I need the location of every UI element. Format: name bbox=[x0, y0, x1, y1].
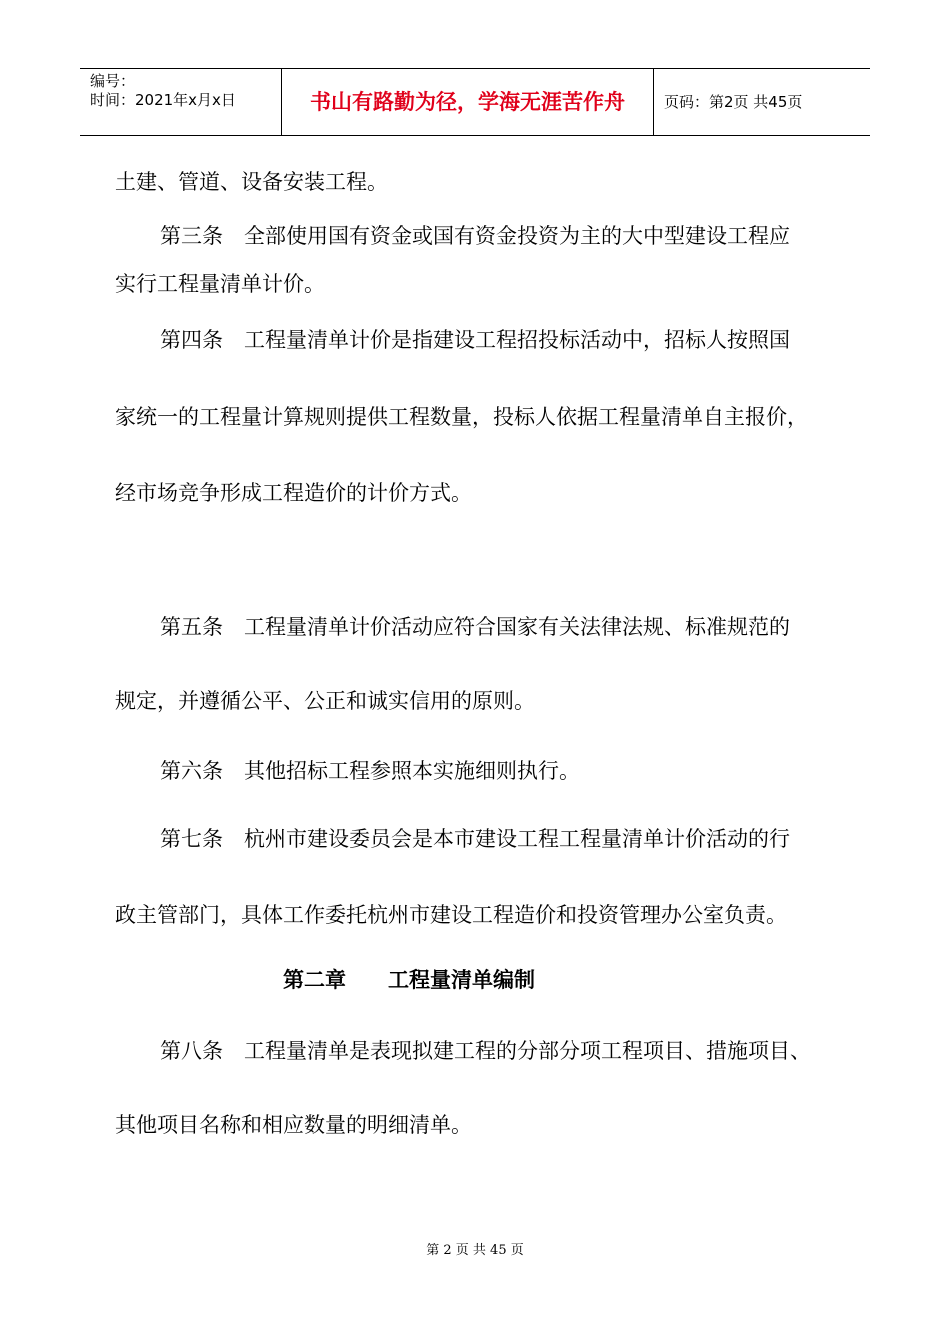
article-6-line-1: 第六条 其他招标工程参照本实施细则执行。 bbox=[160, 759, 580, 783]
chapter-heading: 第二章 工程量清单编制 bbox=[283, 968, 535, 992]
number-label: 编号： bbox=[90, 72, 136, 90]
article-4-line-1: 第四条 工程量清单计价是指建设工程招投标活动中，招标人按照国 bbox=[160, 328, 790, 352]
header-meta bbox=[80, 69, 282, 135]
article-5-line-1: 第五条 工程量清单计价活动应符合国家有关法律法规、标准规范的 bbox=[160, 615, 790, 639]
body-line-1: 土建、管道、设备安装工程。 bbox=[115, 170, 388, 194]
article-4-line-3: 经市场竞争形成工程造价的计价方式。 bbox=[115, 481, 472, 505]
document-header bbox=[80, 68, 870, 136]
article-4-line-2: 家统一的工程量计算规则提供工程数量，投标人依据工程量清单自主报价， bbox=[115, 405, 808, 429]
article-8-line-1: 第八条 工程量清单是表现拟建工程的分部分项工程项目、措施项目、 bbox=[160, 1039, 811, 1063]
page-footer: 第 2 页 共 45 页 bbox=[426, 1243, 524, 1258]
article-5-line-2: 规定，并遵循公平、公正和诚实信用的原则。 bbox=[115, 689, 535, 713]
article-8-line-2: 其他项目名称和相应数量的明细清单。 bbox=[115, 1113, 472, 1137]
header-motto: 书山有路勤为径，学海无涯苦作舟 bbox=[282, 69, 654, 135]
article-3-line-2: 实行工程量清单计价。 bbox=[115, 272, 325, 296]
article-7-line-1: 第七条 杭州市建设委员会是本市建设工程工程量清单计价活动的行 bbox=[160, 827, 790, 851]
article-7-line-2: 政主管部门，具体工作委托杭州市建设工程造价和投资管理办公室负责。 bbox=[115, 903, 787, 927]
header-page-info: 页码：第2页 共45页 bbox=[664, 93, 803, 111]
time-label: 时间：2021年x月x日 bbox=[90, 91, 236, 109]
article-3-line-1: 第三条 全部使用国有资金或国有资金投资为主的大中型建设工程应 bbox=[160, 224, 790, 248]
